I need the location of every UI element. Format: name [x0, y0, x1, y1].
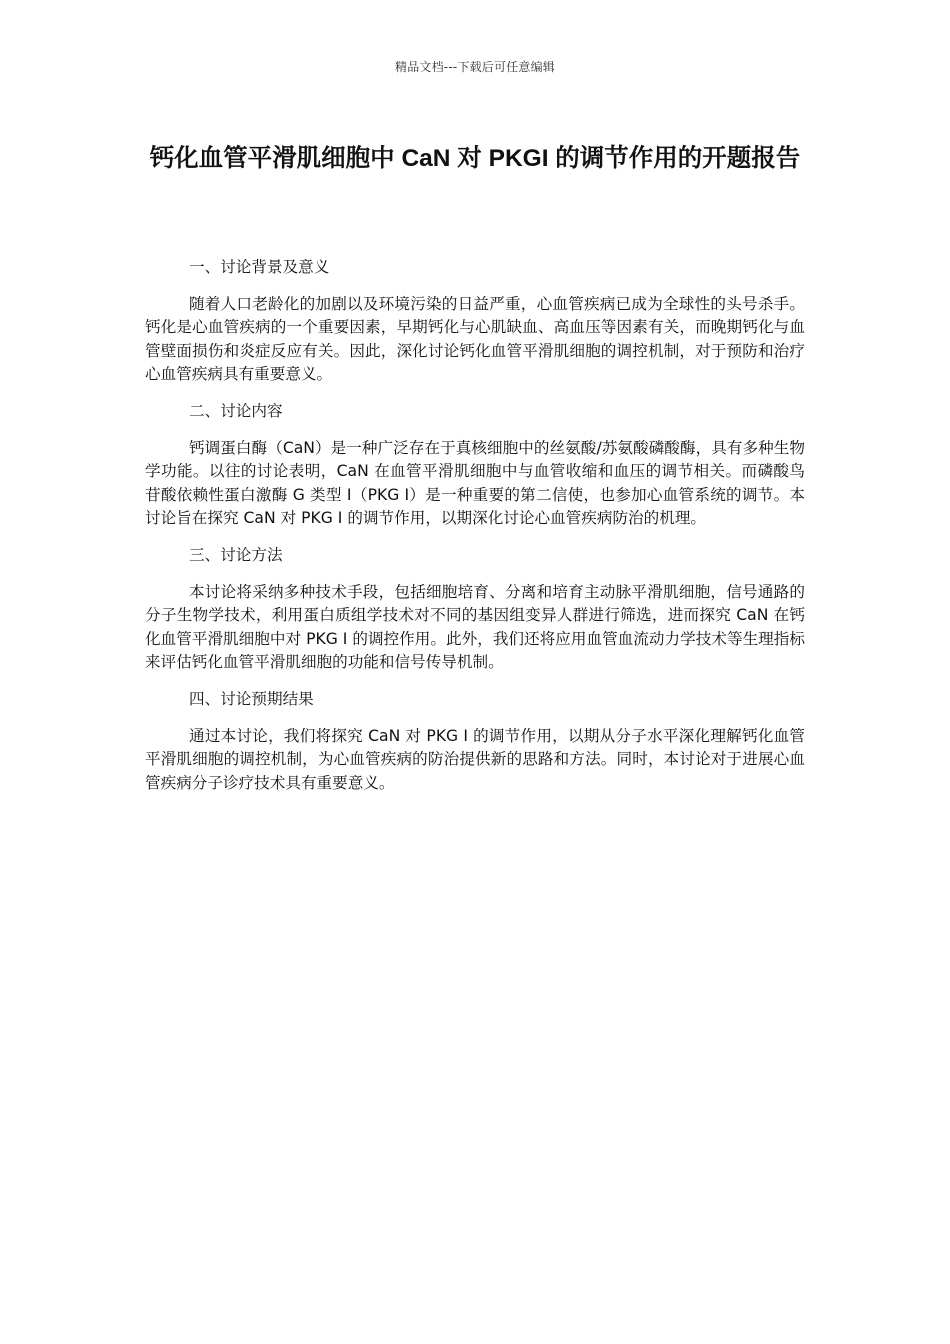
- section-heading-content: 二、讨论内容: [189, 402, 283, 421]
- section-paragraph-methods: 本讨论将采纳多种技术手段，包括细胞培育、分离和培育主动脉平滑肌细胞，信号通路的分子生物学技术，利用蛋白质组学技术对不同的基因组变异人群进行筛选，进而探究 CaN 在钙化血管平滑肌细胞中对 PKG I 的调控作用。此外，我们还将应用血管血流动力学技术等生理指标来评估钙化血管平滑肌细胞的功能和信号传导机制。: [145, 583, 805, 671]
- section-paragraph-expected-results: 通过本讨论，我们将探究 CaN 对 PKG I 的调节作用，以期从分子水平深化理解钙化血管平滑肌细胞的调控机制，为心血管疾病的防治提供新的思路和方法。同时，本讨论对于进展心血管疾病分子诊疗技术具有重要意义。: [145, 727, 805, 792]
- section-heading-background: 一、讨论背景及意义: [189, 258, 330, 276]
- document-body: [145, 256, 805, 809]
- section-heading-methods: 三、讨论方法: [189, 546, 283, 565]
- section-paragraph-content: 钙调蛋白酶（CaN）是一种广泛存在于真核细胞中的丝氨酸/苏氨酸磷酸酶，具有多种生物学功能。以往的讨论表明，CaN 在血管平滑肌细胞中与血管收缩和血压的调节相关。而磷酸鸟苷酸依赖性蛋白激酶 G 类型 I（PKG I）是一种重要的第二信使，也参加心血管系统的调节。本讨论旨在探究 CaN 对 PKG I 的调节作用，以期深化讨论心血管疾病防治的机理。: [145, 439, 805, 527]
- section-heading-expected-results: 四、讨论预期结果: [189, 690, 314, 709]
- header-watermark: 精品文档---下载后可任意编辑: [395, 60, 555, 74]
- section-paragraph-background: 随着人口老龄化的加剧以及环境污染的日益严重，心血管疾病已成为全球性的头号杀手。钙化是心血管疾病的一个重要因素，早期钙化与心肌缺血、高血压等因素有关，而晚期钙化与血管壁面损伤和炎症反应有关。因此，深化讨论钙化血管平滑肌细胞的调控机制，对于预防和治疗心血管疾病具有重要意义。: [145, 295, 805, 383]
- document-title: 钙化血管平滑肌细胞中 CaN 对 PKGI 的调节作用的开题报告: [149, 145, 801, 172]
